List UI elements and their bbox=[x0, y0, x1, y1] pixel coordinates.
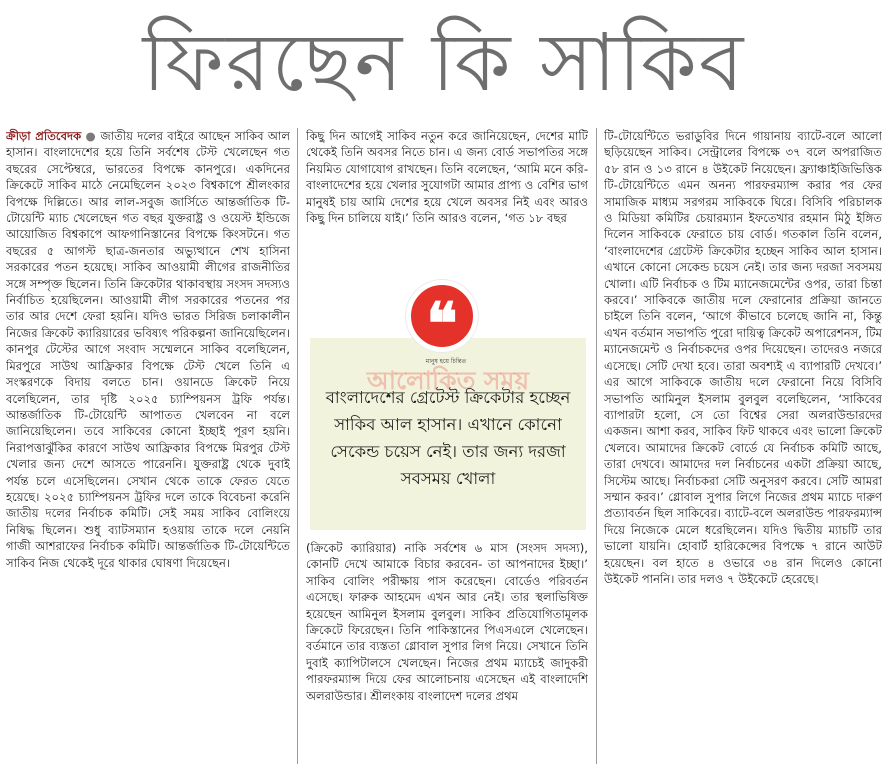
byline-bullet-icon: ● bbox=[85, 129, 97, 143]
headline: ফিরছেন কি সাকিব bbox=[142, 16, 746, 109]
article-column-1 bbox=[6, 128, 290, 768]
pull-quote-text: বাংলাদেশের গ্রেটেস্ট ক্রিকেটার হচ্ছেন সাকিব আল হাসান। এখানে কোনো সেকেন্ড চয়েস নেই। তার জন্য দরজা সবসময় খোলা bbox=[325, 388, 571, 488]
column-divider-1 bbox=[297, 128, 298, 764]
column-2-top-text: কিছু দিন আগেই সাকিব নতুন করে জানিয়েছেন, দেশের মাটি থেকেই তিনি অবসর নিতে চান। এ জন্য বোর্ড সভাপতির সঙ্গে নিয়মিত যোগাযোগ রাখছেন। তিনি বলেছেন, ‘আমি মনে করি- বাংলাদেশের হয়ে খেলার সুযোগটা আমার প্রাপ্য ও বেশির ভাগ মানুষই চায় আমি দেশের হয়ে খেলে অবসর নিই এবং আরও কিছু দিন চালিয়ে যাই।’ তিনি আরও বলেন, ‘গত ১৮ বছর bbox=[306, 129, 588, 226]
byline: ক্রীড়া প্রতিবেদক bbox=[6, 129, 82, 143]
logo-tagline: মানুষ হয়ে চিন্তিত bbox=[425, 358, 467, 365]
article-column-2-top bbox=[306, 128, 588, 274]
article-column-3 bbox=[604, 128, 882, 768]
article-column-2-bottom bbox=[306, 540, 588, 768]
column-2-bottom-text: (ক্রিকেট ক্যারিয়ার) নাকি সর্বশেষ ৬ মাস (সংসদ সদস্য), কোনটি দেখে আমাকে বিচার করবেন- তা আপনাদের ইচ্ছা।’ সাকিব বোলিং পরীক্ষায় পাস করেছেন। বোর্ডেও পরিবর্তন এসেছে। ফারুক আহমেদ এখন আর নেই। তার স্থলাভিষিক্ত হয়েছেন আমিনুল ইসলাম বুলবুল। সাকিব প্রতিযোগিতামূলক ক্রিকেটে ফিরেছেন। তিনি পাকিস্তানের পিএসএলে খেলেছেন। বর্তমানে তার ব্যস্ততা গ্লোবাল সুপার লিগ নিয়ে। সেখানে তিনি দুবাই ক্যাপিটালসে খেলছেন। নিজের প্রথম ম্যাচেই জাদুকরী পারফরম্যান্স দিয়ে ফের আলোচনায় এসেছেন এই বাংলাদেশি অলরাউন্ডার। শ্রীলংকায় বাংলাদেশ দলের প্রথম bbox=[306, 541, 588, 703]
column-divider-2 bbox=[596, 128, 597, 764]
column-3-text: টি-টোয়েন্টিতে ভরাডুবির দিনে গায়ানায় ব্যাটে-বলে আলো ছড়িয়েছেন সাকিব। সেন্ট্রালের বিপক্ষে ৩৭ বলে অপরাজিত ৫৮ রান ও ১৩ রানে ৪ উইকেট নিয়েছেন। ফ্র্যাঞ্চাইজিভিত্তিক টি-টোয়েন্টিতে এমন অনন্য পারফরম্যান্স করার পর ফের সামাজিক মাধ্যম সরগরম সাকিবকে ঘিরে। বিসিবি পরিচালক ও মিডিয়া কমিটির চেয়ারম্যান ইফতেখার রহমান মিঠু ইঙ্গিত দিলেন সাকিবকে ফেরাতে চায় বোর্ড। গতকাল তিনি বলেন, ‘বাংলাদেশের গ্রেটেস্ট ক্রিকেটার হচ্ছেন সাকিব আল হাসান। এখানে কোনো সেকেন্ড চয়েস নেই। তার জন্য দরজা সবসময় খোলা। এটি নির্বাচক ও টিম ম্যানেজমেন্টের ওপর, তারা চিন্তা করবে।’ সাকিবকে জাতীয় দলে ফেরানোর প্রক্রিয়া জানতে চাইলে তিনি বলেন, ‘আগে কীভাবে চলেছে জানি না, কিন্তু এখন বর্তমান সভাপতি পুরো দায়িত্ব ক্রিকেট অপারেশনস, টিম ম্যানেজমেন্ট ও নির্বাচকদের ওপর দিয়েছেন। তাদেরও নজরে এসেছে। সেটি দেখা হবে। তারা অবশ্যই এ ব্যাপারটি দেখবে।’ এর আগে সাকিবকে জাতীয় দলে ফেরানো নিয়ে বিসিবি সভাপতি আমিনুল ইসলাম বুলবুল বলেছিলেন, ‘সাকিবের ব্যাপারটা হলো, সে তো বিশ্বের সেরা অলরাউন্ডারদের একজন। আশা করব, সাকিব ফিট থাকবে এবং ভালো ক্রিকেট খেলবে। আমাদের ক্রিকেট বোর্ডে যে নির্বাচক কমিটি আছে, তারা দেখবে। আমাদের দল নির্বাচনের একটা প্রক্রিয়া আছে, সিস্টেম আছে। নির্বাচকরা সেটি অনুসরণ করবে। সেটি আমরা সম্মান করব।’ গ্লোবাল সুপার লিগে নিজের প্রথম ম্যাচে দারুণ প্রত্যাবর্তন ছিল সাকিবের। ব্যাটে-বলে অলরাউন্ড পারফরম্যান্স দিয়ে নিজেকে মেলে ধরেছিলেন। যদিও দ্বিতীয় ম্যাচটি তার ভালো যায়নি। হোবার্ট হারিকেন্সের বিপক্ষে ৭ রানে আউট হয়েছেন। বল হাতে ৪ ওভারে ৩৪ রান দিলেও কোনো উইকেট পাননি। তার দলও ৭ উইকেটে হেরেছে। bbox=[604, 129, 882, 586]
quote-mark-icon: ❝ bbox=[406, 280, 478, 352]
column-1-text: জাতীয় দলের বাইরে আছেন সাকিব আল হাসান। বাংলাদেশের হয়ে তিনি সর্বশেষ টেস্ট খেলেছেন গত বছরের সেপ্টেম্বরে, ভারতের বিপক্ষে কানপুরে। একদিনের ক্রিকেটে সাকিব মাঠে নেমেছিলেন ২০২৩ বিশ্বকাপে শ্রীলংকার বিপক্ষে দিল্লিতে। আর লাল-সবুজ জার্সিতে আন্তর্জাতিক টি-টোয়েন্টি ম্যাচ খেলেছেন গত বছর যুক্তরাষ্ট্র ও ওয়েস্ট ইন্ডিজে আয়োজিত বিশ্বকাপে আফগানিস্তানের বিপক্ষে কিংসটনে। গত বছরের ৫ আগস্ট ছাত্র-জনতার অভ্যুত্থানে শেখ হাসিনা সরকারের পতন হয়েছে। সাকিব আওয়ামী লীগের রাজনীতির সঙ্গে সম্পৃক্ত ছিলেন। তিনি ক্রিকেটার থাকাবস্থায় সংসদ সদস্যও নির্বাচিত হয়েছিলেন। আওয়ামী লীগ সরকারের পতনের পর তার আর দেশে ফেরা হয়নি। যদিও ভারত সিরিজ চলাকালীন নিজের ক্রিকেট ক্যারিয়ারের ভবিষ্যৎ পরিকল্পনা জানিয়েছিলেন। কানপুর টেস্টের আগে সংবাদ সম্মেলনে সাকিব বলেছিলেন, মিরপুরে সাউথ আফ্রিকার বিপক্ষে টেস্ট খেলে তিনি এ সংস্করণকে বিদায় বলতে চান। ওয়ানডে ক্রিকেট নিয়ে বলেছিলেন, তার দৃষ্টি ২০২৫ চ্যাম্পিয়নস ট্রফি পর্যন্ত। আন্তর্জাতিক টি-টোয়েন্টি আপাতত খেলবেন না বলে জানিয়েছিলেন। তবে সাকিবের কোনো ইচ্ছাই পূরণ হয়নি। নিরাপত্তাঝুঁকির কারণে সাউথ আফ্রিকার বিপক্ষে মিরপুর টেস্ট খেলার জন্য দেশে আসতে পারেননি। যুক্তরাষ্ট্র থেকে দুবাই পর্যন্ত চলে এসেছিলেন। সেখান থেকে তাকে ফেরত যেতে হয়েছে। ২০২৫ চ্যাম্পিয়নস ট্রফির দলে তাকে বিবেচনা করেনি জাতীয় দলের নির্বাচক কমিটি। সেই সময় সাকিব বোলিংয়ে নিষিদ্ধ ছিলেন। শুধু ব্যাটসম্যান হওয়ায় তাকে দলে নেয়নি গাজী আশরাফের নির্বাচক কমিটি। আন্তর্জাতিক টি-টোয়েন্টিতে সাকিব নিজ থেকেই দূরে থাকার ঘোষণা দিয়েছেন। bbox=[6, 129, 290, 570]
newspaper-logo-watermark: আলোকিত সময় bbox=[366, 366, 530, 395]
